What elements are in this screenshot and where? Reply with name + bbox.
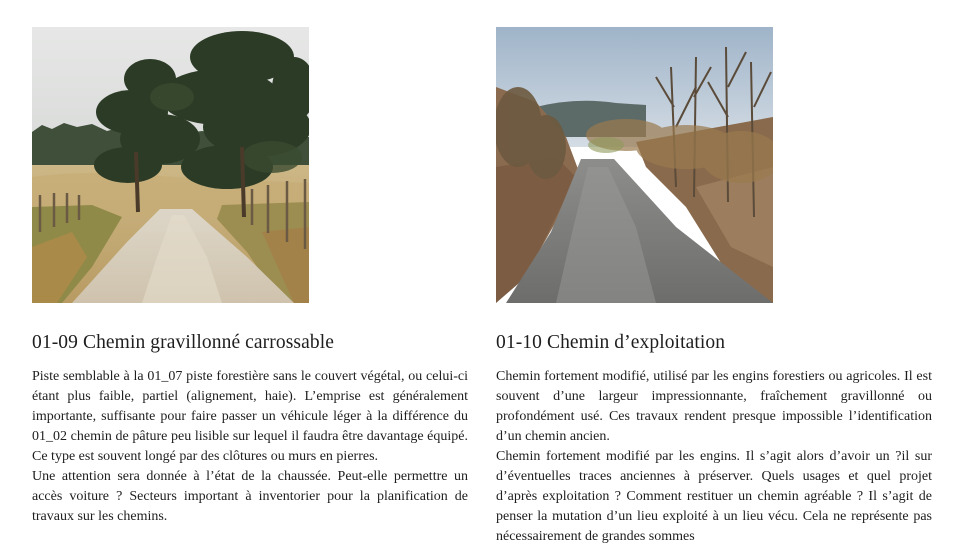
photo-chemin-gravillonne — [32, 27, 309, 303]
paragraph: Chemin fortement modifié par les engins. Il s’agit alors d’avoir un ?il sur d’éventuelles traces anciennes à préserver. Quels usages et quel projet d’après exploitation ? Comment restituer un chemin agréable ? Il s’agit de penser la mutation d’un lieu exploité à un lieu vécu. Cela ne représente pas nécessairement de grandes sommes — [496, 449, 932, 544]
paragraph: Piste semblable à la 01_07 piste forestière sans le couvert végétal, ou celui-ci étant plus faible, partiel (alignement, haie). L’emprise est généralement importante, suffisante pour faire passer un véhicule léger à la différence du 01_02 chemin de pâture peu lisible sur lequel il faudra être davantage équipé. Ce type est souvent longé par des clôtures ou murs en pierres. — [32, 369, 468, 464]
section-title: 01-10 Chemin d’exploitation — [496, 332, 726, 353]
section-body — [496, 367, 932, 547]
section-body — [32, 367, 468, 527]
paragraph: Chemin fortement modifié, utilisé par les engins forestiers ou agricoles. Il est souvent d’une largeur impressionnante, fraîchement gravillonné ou profondément usé. Ces travaux rendent presque impossible l’identification d’un chemin ancien. — [496, 369, 932, 444]
section-title: 01-09 Chemin gravillonné carrossable — [32, 332, 334, 353]
section-chemin-gravillonne — [32, 27, 468, 524]
paragraph: Une attention sera donnée à l’état de la chaussée. Peut-elle permettre un accès voiture ? Secteurs important à inventorier pour la planification de travaux sur les chemins. — [32, 469, 468, 524]
section-chemin-exploitation — [496, 27, 932, 544]
photo-chemin-exploitation — [496, 27, 773, 303]
